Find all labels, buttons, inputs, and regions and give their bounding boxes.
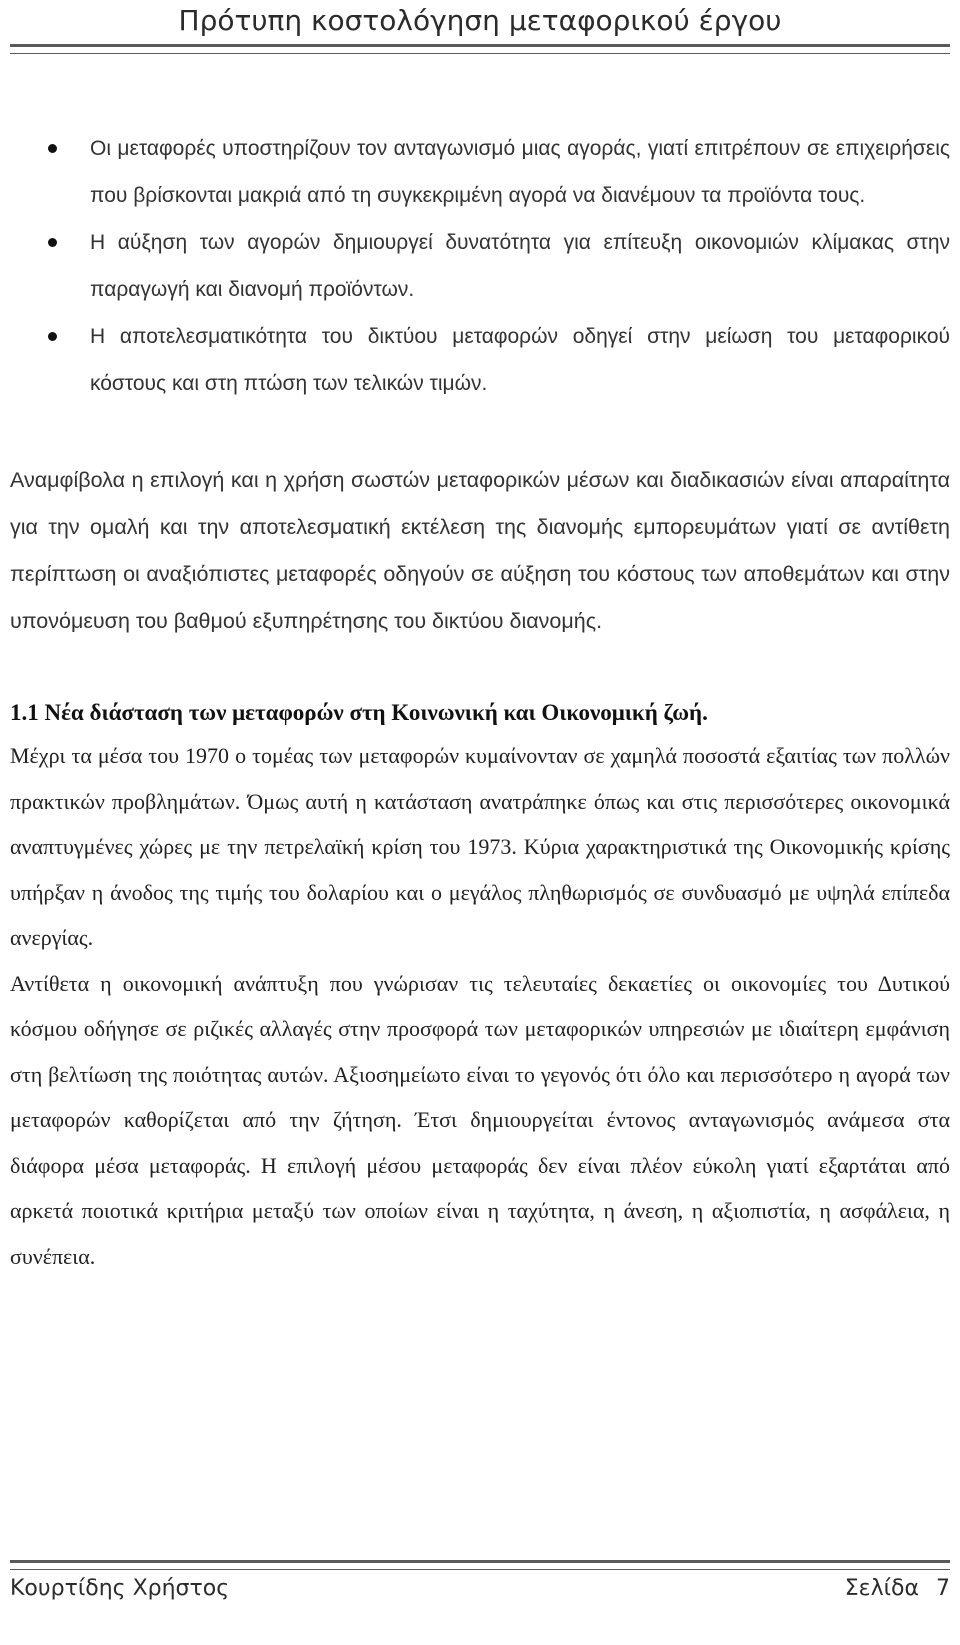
page-footer [10, 1560, 950, 1601]
footer-page-number: 7 [936, 1576, 950, 1601]
page-content [10, 125, 950, 1279]
paragraph-intro: Αναμφίβολα η επιλογή και η χρήση σωστών μεταφορικών μέσων και διαδικασιών είναι απαραίτητα για την ομαλή και την αποτελεσματική εκτέλεση της διανομής εμπορευμάτων γιατί σε αντίθετη περίπτωση οι αναξιόπιστες μεταφορές οδηγούν σε αύξηση του κόστους των αποθεμάτων και στην υπονόμευση του βαθμού εξυπηρέτησης του δικτύου διανομής. [10, 468, 950, 633]
footer-page [835, 1576, 950, 1601]
bullet-list [10, 125, 950, 407]
list-item [10, 219, 950, 313]
header-title: Πρότυπη κοστολόγηση μεταφορικού έργου [178, 4, 782, 37]
footer-rule [10, 1560, 950, 1570]
footer-page-label: Σελίδα [844, 1576, 919, 1601]
bullet-icon [48, 144, 57, 153]
paragraph-development: Αντίθετα η οικονομική ανάπτυξη που γνώρισαν τις τελευταίες δεκαετίες οι οικονομίες του Δυτικού κόσμου οδήγησε σε ριζικές αλλαγές στην προσφορά των μεταφορικών υπηρεσιών με ιδιαίτερη εμφάνιση στη βελτίωση της ποιότητας αυτών. Αξιοσημείωτο είναι το γεγονός ότι όλο και περισσότερο η αγορά των μεταφορών καθορίζεται από την ζήτηση. Έτσι δημιουργείται έντονος ανταγωνισμός ανάμεσα στα διάφορα μέσα μεταφοράς. Η επιλογή μέσου μεταφοράς δεν είναι πλέον εύκολη γιατί εξαρτάται από αρκετά ποιοτικά κριτήρια μεταξύ των οποίων είναι η ταχύτητα, η άνεση, η αξιοπιστία, η ασφάλεια, η συνέπεια. [10, 970, 950, 1269]
footer-author: Κουρτίδης Χρήστος [10, 1576, 230, 1601]
header-rule [10, 44, 950, 54]
footer-row [10, 1570, 950, 1601]
bullet-icon [48, 238, 57, 247]
list-item-text: Η αποτελεσματικότητα του δικτύου μεταφορών οδηγεί στην μείωση του μεταφορικού κόστους και στη πτώση των τελικών τιμών. [90, 325, 950, 395]
list-item [10, 125, 950, 219]
section-heading: 1.1 Νέα διάσταση των μεταφορών στη Κοινωνική και Οικονομική ζωή. [10, 700, 708, 725]
list-item-text: Η αύξηση των αγορών δημιουργεί δυνατότητα για επίτευξη οικονομιών κλίμακας στην παραγωγή και διανομή προϊόντων. [90, 231, 950, 301]
bullet-icon [48, 332, 57, 341]
list-item-text: Οι μεταφορές υποστηρίζουν τον ανταγωνισμό μιας αγοράς, γιατί επιτρέπουν σε επιχειρήσεις που βρίσκονται μακριά από τη συγκεκριμένη αγορά να διανέμουν τα προϊόντα τους. [90, 137, 950, 207]
paragraph-history: Μέχρι τα μέσα του 1970 ο τομέας των μεταφορών κυμαίνονταν σε χαμηλά ποσοστά εξαιτίας των πολλών πρακτικών προβλημάτων. Όμως αυτή η κατάσταση ανατράπηκε όπως και στις περισσότερες οικονομικά αναπτυγμένες χώρες με την πετρελαϊκή κρίση του 1973. Κύρια χαρακτηριστικά της Οικονομικής κρίσης υπήρξαν η άνοδος της τιμής του δολαρίου και ο μεγάλος πληθωρισμός σε συνδυασμό με υψηλά επίπεδα ανεργίας. [10, 743, 950, 950]
list-item [10, 313, 950, 407]
page-header [10, 0, 950, 54]
